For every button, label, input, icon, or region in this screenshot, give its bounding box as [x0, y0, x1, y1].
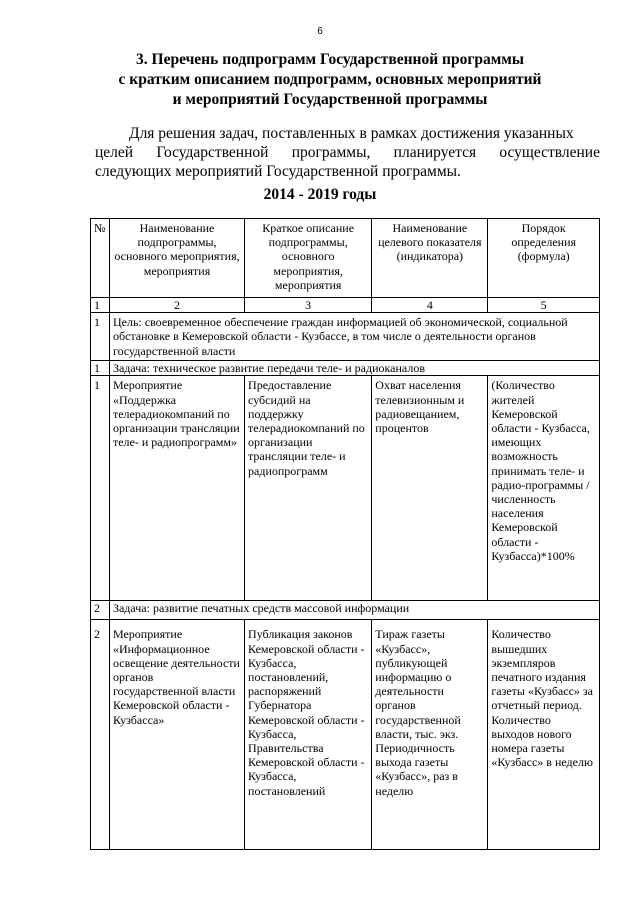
- measure-description: Публикация законов Кемеровской области - Кузбасса, постановлений, распоряжений Губернатора Кемеровской области - Кузбасса, Правительства Кемеровской области - Кузбасса, постановлений: [245, 620, 372, 850]
- intro-paragraph: [95, 124, 600, 181]
- column-number: 1: [91, 298, 110, 313]
- intro-rest: целей Государственной программы, планируется осуществление следующих мероприятий Государственной программы.: [95, 144, 600, 180]
- column-number-row: [91, 298, 600, 313]
- column-number: 4: [372, 298, 488, 313]
- row-number: 2: [91, 620, 110, 850]
- header-number: №: [91, 219, 110, 298]
- header-indicator: Наименование целевого показателя (индикатора): [372, 219, 488, 298]
- measure-formula: (Количество жителей Кемеровской области - Кузбасса, имеющих возможность принимать теле- и радио-программы / численность населения Кемеровской области - Кузбасса)*100%: [488, 376, 600, 601]
- task-row: [91, 601, 600, 620]
- header-description: Краткое описание подпрограммы, основного мероприятия, мероприятия: [245, 219, 372, 298]
- column-number: 5: [488, 298, 600, 313]
- page-number: 6: [317, 26, 323, 37]
- task-number: 1: [91, 361, 110, 376]
- section-heading: [60, 50, 600, 110]
- goal-row: [91, 313, 600, 361]
- measure-name: Мероприятие «Поддержка телерадиокомпаний по организации трансляции теле- и радиопрограмм»: [109, 376, 244, 601]
- measure-name: Мероприятие «Информационное освещение деятельности органов государственной власти Кемеровской области - Кузбасса»: [109, 620, 244, 850]
- measure-indicator: Тираж газеты «Кузбасс», публикующей информацию о деятельности органов государственной власти, тыс. экз. Периодичность выхода газеты «Кузбасс», раз в неделю: [372, 620, 488, 850]
- goal-text: Цель: своевременное обеспечение граждан информацией об экономической, социальной обстановке в Кемеровской области - Кузбассе, в том числе о деятельности органов государственной власти: [109, 313, 599, 361]
- heading-line-3: и мероприятий Государственной программы: [172, 91, 488, 108]
- measure-indicator: Охват населения телевизионным и радиовещанием, процентов: [372, 376, 488, 601]
- column-number: 3: [245, 298, 372, 313]
- task-row: [91, 361, 600, 376]
- table-row: [91, 620, 600, 850]
- heading-line-1: 3. Перечень подпрограмм Государственной программы: [136, 51, 524, 68]
- measure-formula: Количество вышедших экземпляров печатного издания газеты «Кузбасс» за отчетный период. Количество выходов нового номера газеты «Кузбасс» в неделю: [488, 620, 600, 850]
- measures-table: [90, 218, 600, 850]
- header-formula: Порядок определения (формула): [488, 219, 600, 298]
- intro-line-1: Для решения задач, поставленных в рамках достижения указанных: [129, 125, 574, 142]
- table-row: [91, 376, 600, 601]
- task-text: Задача: развитие печатных средств массовой информации: [109, 601, 599, 620]
- column-number: 2: [109, 298, 244, 313]
- header-name: Наименование подпрограммы, основного мероприятия, мероприятия: [109, 219, 244, 298]
- measure-description: Предоставление субсидий на поддержку телерадиокомпаний по организации трансляции теле- и радиопрограмм: [245, 376, 372, 601]
- heading-line-2: с кратким описанием подпрограмм, основных мероприятий: [118, 71, 542, 88]
- table-header-row: [91, 219, 600, 298]
- task-number: 2: [91, 601, 110, 620]
- task-text: Задача: техническое развитие передачи теле- и радиоканалов: [109, 361, 599, 376]
- goal-number: 1: [91, 313, 110, 361]
- period-title: 2014 - 2019 годы: [263, 186, 377, 203]
- row-number: 1: [91, 376, 110, 601]
